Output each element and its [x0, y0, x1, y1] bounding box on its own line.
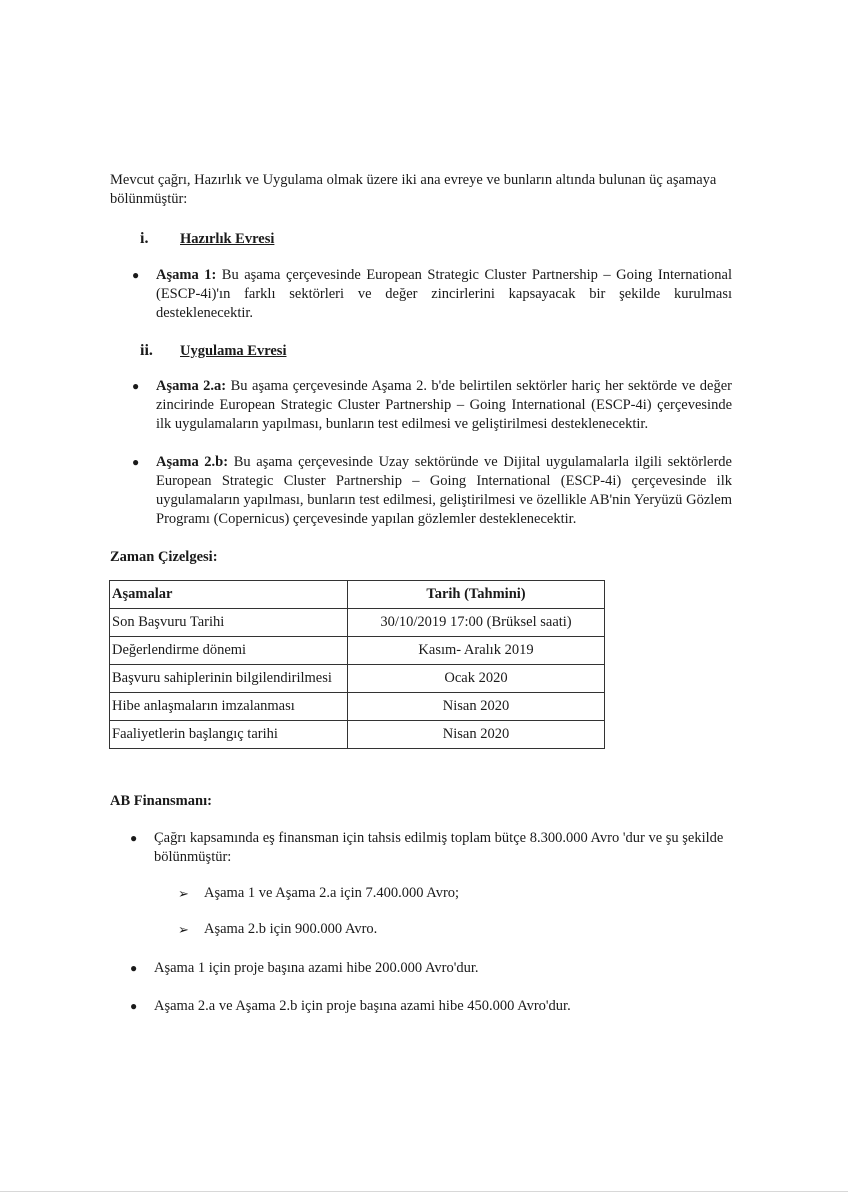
bullet-text: Aşama 2.b: Bu aşama çerçevesinde Uzay sektöründe ve Dijital uygulamalarla ilgili sektörlerde European Strategic Cluster Partnership – Going International (ESCP-4i) çerçevesinde ilk uygulamaların yapılması, bunların test edilmesi, geliştirilmesi ve özellikle AB'nin Yeryüzü Gözlem Programı (Copernicus) çerçevesinde yapılan gözlemler desteklenecektir. [156, 454, 732, 527]
table-row [110, 665, 605, 693]
bullet-text: Aşama 2.a: Bu aşama çerçevesinde Aşama 2. b'de belirtilen sektörler hariç her sektörde ve değer zincirinde European Strategic Cluster Partnership – Going International (ESCP-4i) çerçevesinde ilk uygulamaların yapılması, bunların test edilmesi ve geliştirilmesi desteklenecektir. [156, 378, 732, 432]
table-header-row [110, 581, 605, 609]
sub-item-text: Aşama 1 ve Aşama 2.a için 7.400.000 Avro; [204, 885, 460, 901]
table-cell: Ocak 2020 [348, 665, 605, 693]
table-cell: Nisan 2020 [348, 721, 605, 749]
bullet-icon: ● [132, 379, 140, 393]
table-cell: Faaliyetlerin başlangıç tarihi [110, 721, 348, 749]
bullet-text: Çağrı kapsamında eş finansman için tahsis edilmiş toplam bütçe 8.300.000 Avro 'dur ve şu şekilde bölünmüştür: [154, 830, 724, 865]
section-preparation-heading [140, 229, 274, 249]
table-cell: Nisan 2020 [348, 693, 605, 721]
bullet-icon: ● [132, 455, 140, 469]
intro-paragraph: Mevcut çağrı, Hazırlık ve Uygulama olmak üzere iki ana evreye ve bunların altında bulunan üç aşamaya bölünmüştür: [110, 172, 717, 207]
bullet-stage-2a [132, 377, 732, 434]
bullet-stage-2b [132, 453, 732, 529]
bullet-text: Aşama 2.a ve Aşama 2.b için proje başına azami hibe 450.000 Avro'dur. [154, 998, 571, 1014]
bullet-stage-1 [132, 266, 732, 323]
timeline-table [109, 580, 605, 749]
bullet-text: Aşama 1 için proje başına azami hibe 200.000 Avro'dur. [154, 960, 479, 976]
section-title: Uygulama Evresi [180, 343, 287, 359]
table-cell: Değerlendirme dönemi [110, 637, 348, 665]
section-number: i. [140, 230, 149, 247]
table-cell: Son Başvuru Tarihi [110, 609, 348, 637]
table-row [110, 721, 605, 749]
funding-bullet-stage1-max [130, 959, 730, 978]
table-row [110, 693, 605, 721]
section-title: Hazırlık Evresi [180, 231, 275, 247]
bullet-icon: ● [132, 268, 140, 282]
bullet-text: Aşama 1: Bu aşama çerçevesinde European Strategic Cluster Partnership – Going International (ESCP-4i)'ın farklı sektörleri ve değer zincirlerini kapsayacak bir şekilde kurulması desteklenecektir. [156, 267, 732, 321]
funding-heading: AB Finansmanı: [110, 793, 212, 809]
bullet-icon: ● [130, 961, 138, 975]
table-cell: Kasım- Aralık 2019 [348, 637, 605, 665]
funding-bullet-stage2-max [130, 997, 730, 1016]
timeline-heading: Zaman Çizelgesi: [110, 549, 218, 565]
arrow-icon: ➢ [178, 922, 189, 937]
table-row [110, 609, 605, 637]
bullet-icon: ● [130, 831, 138, 845]
table-header-cell: Aşamalar [110, 581, 348, 609]
section-number: ii. [140, 342, 153, 359]
section-implementation-heading [140, 341, 286, 361]
table-cell: 30/10/2019 17:00 (Brüksel saati) [348, 609, 605, 637]
table-row [110, 637, 605, 665]
sub-item-text: Aşama 2.b için 900.000 Avro. [204, 921, 378, 937]
funding-sub-item-2 [178, 920, 377, 939]
arrow-icon: ➢ [178, 886, 189, 901]
table-cell: Hibe anlaşmaların imzalanması [110, 693, 348, 721]
table-cell: Başvuru sahiplerinin bilgilendirilmesi [110, 665, 348, 693]
table-header-cell: Tarih (Tahmini) [348, 581, 605, 609]
funding-sub-item-1 [178, 884, 459, 903]
page-bottom-divider [0, 1191, 848, 1192]
bullet-icon: ● [130, 999, 138, 1013]
funding-bullet-budget [130, 829, 730, 867]
